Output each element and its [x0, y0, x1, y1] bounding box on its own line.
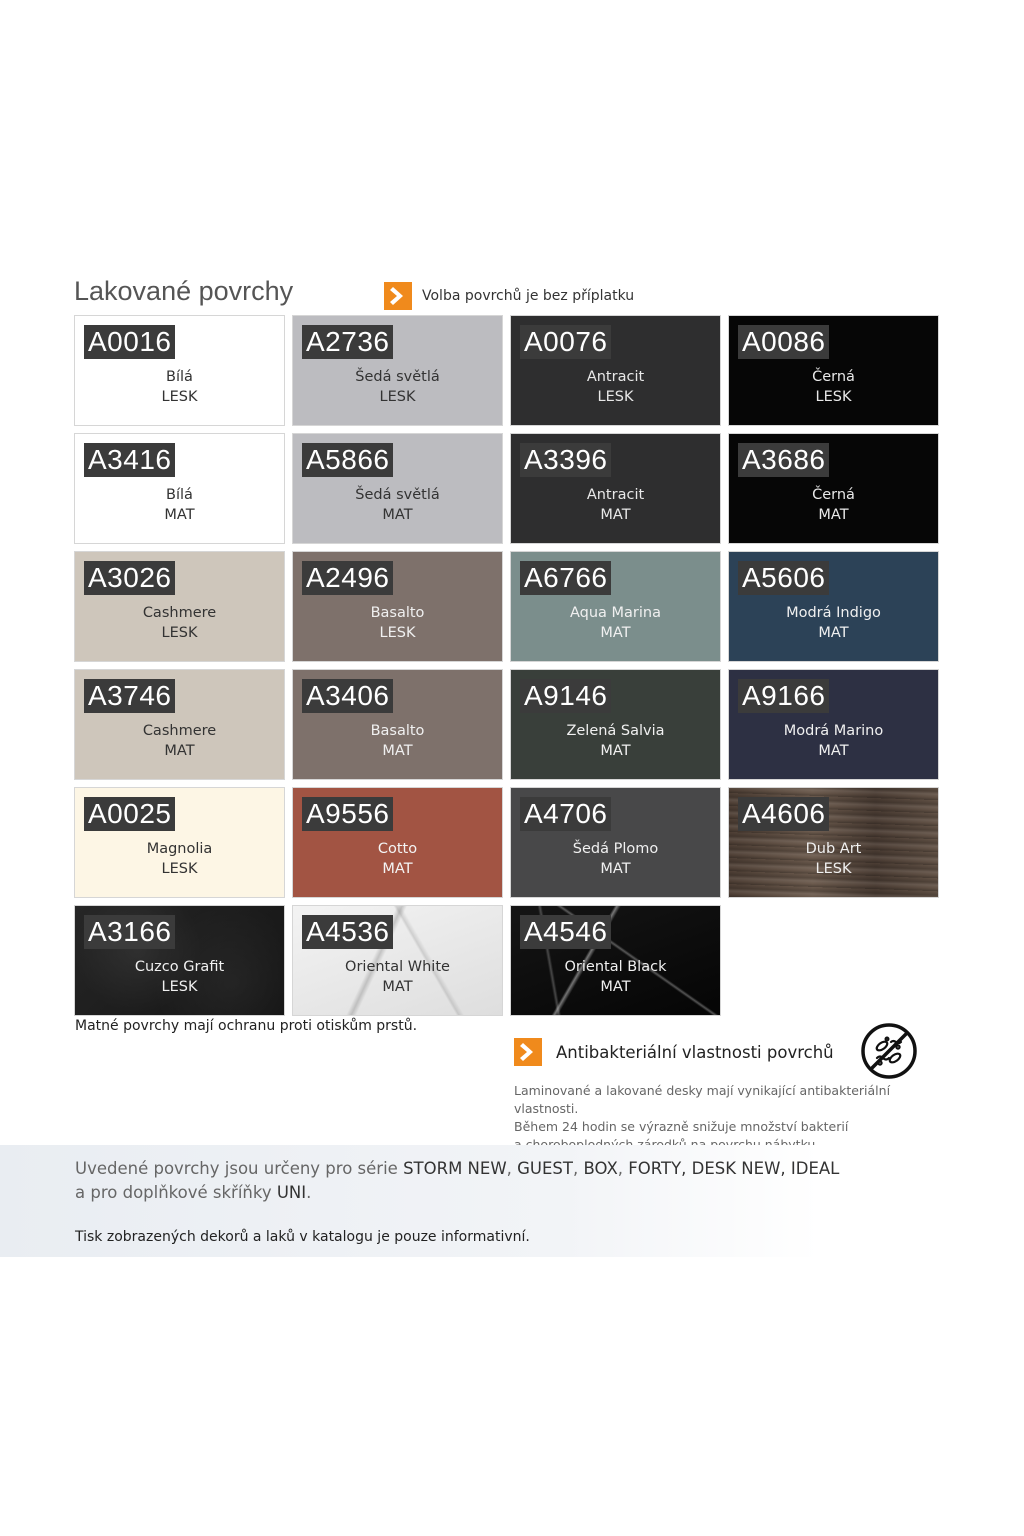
swatch-finish: MAT	[382, 860, 413, 877]
swatch-name: Cashmere	[142, 723, 217, 739]
swatch-a5606[interactable]	[728, 551, 939, 662]
print-disclaimer: Tisk zobrazených dekorů a laků v katalogu je pouze informativní.	[75, 1229, 530, 1245]
swatch-finish: MAT	[600, 624, 631, 641]
swatch-label	[75, 958, 284, 997]
swatch-code: A3406	[302, 679, 393, 713]
swatch-code: A4606	[738, 797, 829, 831]
swatch-code: A3746	[84, 679, 175, 713]
swatch-name: Bílá	[166, 487, 193, 503]
swatch-a9146[interactable]	[510, 669, 721, 780]
swatch-label	[293, 840, 502, 879]
swatch-label	[511, 722, 720, 761]
swatch-a3746[interactable]	[74, 669, 285, 780]
swatch-finish: MAT	[600, 860, 631, 877]
swatch-name: Černá	[812, 369, 855, 385]
swatch-label	[75, 840, 284, 879]
swatch-code: A4546	[520, 915, 611, 949]
notice-text: Volba povrchů je bez příplatku	[422, 288, 635, 304]
swatch-finish: MAT	[382, 978, 413, 995]
swatch-name: Aqua Marina	[569, 605, 661, 621]
swatch-name: Zelená Salvia	[566, 723, 665, 739]
orange-chevron-icon	[514, 1038, 542, 1066]
swatch-a4706[interactable]	[510, 787, 721, 898]
series-name: UNI	[276, 1183, 307, 1202]
swatch-a3166[interactable]	[74, 905, 285, 1016]
swatch-finish: MAT	[600, 742, 631, 759]
swatch-name: Dub Art	[805, 841, 862, 857]
swatch-label	[729, 368, 938, 407]
swatch-code: A3686	[738, 443, 829, 477]
series-name: GUEST	[517, 1159, 573, 1178]
series-name: BOX	[583, 1159, 618, 1178]
swatch-code: A5866	[302, 443, 393, 477]
swatch-label	[511, 368, 720, 407]
swatch-a3406[interactable]	[292, 669, 503, 780]
swatch-a9556[interactable]	[292, 787, 503, 898]
swatch-name: Cuzco Grafit	[134, 959, 225, 975]
swatch-name: Basalto	[370, 605, 425, 621]
swatch-code: A3396	[520, 443, 611, 477]
swatch-name: Šedá světlá	[355, 369, 440, 385]
swatch-label	[729, 722, 938, 761]
antibacterial-line: Během 24 hodin se výrazně snižuje množství bakterií	[514, 1119, 849, 1134]
swatch-label	[511, 486, 720, 525]
swatch-name: Antracit	[586, 487, 645, 503]
swatch-code: A0016	[84, 325, 175, 359]
swatch-finish: MAT	[818, 742, 849, 759]
swatch-finish: LESK	[379, 388, 416, 405]
swatch-finish: MAT	[382, 506, 413, 523]
swatch-name: Bílá	[166, 369, 193, 385]
swatch-a6766[interactable]	[510, 551, 721, 662]
swatch-label	[729, 604, 938, 643]
swatch-a4536[interactable]	[292, 905, 503, 1016]
swatch-code: A4706	[520, 797, 611, 831]
antibacterial-line: Laminované a lakované desky mají vynikající antibakteriální vlastnosti.	[514, 1083, 891, 1116]
swatch-finish: LESK	[161, 978, 198, 995]
swatch-a2496[interactable]	[292, 551, 503, 662]
no-bacteria-icon	[860, 1022, 918, 1080]
swatch-label	[511, 604, 720, 643]
swatch-finish: MAT	[818, 506, 849, 523]
swatch-finish: MAT	[818, 624, 849, 641]
swatch-a3026[interactable]	[74, 551, 285, 662]
swatch-finish: LESK	[161, 624, 198, 641]
swatch-label	[293, 958, 502, 997]
series-note	[75, 1157, 839, 1205]
swatch-code: A0076	[520, 325, 611, 359]
swatch-label	[75, 368, 284, 407]
swatch-code: A3026	[84, 561, 175, 595]
swatch-code: A9166	[738, 679, 829, 713]
swatch-label	[293, 722, 502, 761]
swatch-code: A6766	[520, 561, 611, 595]
swatch-a5866[interactable]	[292, 433, 503, 544]
swatch-finish: LESK	[161, 388, 198, 405]
series-name: STORM NEW	[403, 1159, 507, 1178]
matte-note: Matné povrchy mají ochranu proti otiskům prstů.	[75, 1018, 418, 1034]
swatch-label	[293, 486, 502, 525]
swatch-code: A2736	[302, 325, 393, 359]
swatch-label	[293, 368, 502, 407]
swatch-a4606[interactable]	[728, 787, 939, 898]
swatch-code: A4536	[302, 915, 393, 949]
separator: ,	[617, 1159, 629, 1178]
antibacterial-heading	[514, 1038, 834, 1066]
separator: ,	[572, 1159, 584, 1178]
swatch-grid	[74, 315, 939, 1016]
swatch-name: Oriental Black	[564, 959, 667, 975]
swatch-finish: MAT	[164, 506, 195, 523]
swatch-finish: MAT	[600, 978, 631, 995]
swatch-finish: MAT	[164, 742, 195, 759]
swatch-code: A9556	[302, 797, 393, 831]
swatch-finish: LESK	[379, 624, 416, 641]
swatch-label	[511, 840, 720, 879]
swatch-code: A3166	[84, 915, 175, 949]
swatch-code: A5606	[738, 561, 829, 595]
swatch-finish: MAT	[600, 506, 631, 523]
swatch-label	[511, 958, 720, 997]
swatch-a4546[interactable]	[510, 905, 721, 1016]
swatch-finish: LESK	[597, 388, 634, 405]
swatch-name: Magnolia	[146, 841, 213, 857]
antibacterial-description	[514, 1082, 944, 1154]
swatch-label	[293, 604, 502, 643]
swatch-name: Černá	[812, 487, 855, 503]
swatch-name: Antracit	[586, 369, 645, 385]
separator: ,	[506, 1159, 518, 1178]
page-title: Lakované povrchy	[74, 276, 294, 306]
swatch-name: Šedá světlá	[355, 487, 440, 503]
swatch-a0076[interactable]	[510, 315, 721, 426]
swatch-a0086[interactable]	[728, 315, 939, 426]
swatch-name: Šedá Plomo	[572, 841, 659, 857]
swatch-name: Cashmere	[142, 605, 217, 621]
antibacterial-title: Antibakteriální vlastnosti povrchů	[556, 1042, 834, 1062]
separator: .	[306, 1183, 312, 1202]
series-intro: Uvedené povrchy jsou určeny pro série	[75, 1159, 404, 1178]
swatch-name: Cotto	[377, 841, 418, 857]
swatch-a3396[interactable]	[510, 433, 721, 544]
swatch-a2736[interactable]	[292, 315, 503, 426]
series-line2: a pro doplňkové skříňky	[75, 1183, 277, 1202]
swatch-a3416[interactable]	[74, 433, 285, 544]
swatch-finish: LESK	[815, 860, 852, 877]
swatch-code: A3416	[84, 443, 175, 477]
no-surcharge-notice	[384, 282, 634, 310]
swatch-label	[75, 722, 284, 761]
swatch-label	[75, 486, 284, 525]
swatch-label	[729, 486, 938, 525]
swatch-label	[75, 604, 284, 643]
swatch-code: A9146	[520, 679, 611, 713]
swatch-finish: LESK	[161, 860, 198, 877]
orange-chevron-icon	[384, 282, 412, 310]
swatch-name: Oriental White	[345, 959, 450, 975]
swatch-finish: MAT	[382, 742, 413, 759]
swatch-code: A0086	[738, 325, 829, 359]
swatch-label	[729, 840, 938, 879]
swatch-a3686[interactable]	[728, 433, 939, 544]
swatch-code: A0025	[84, 797, 175, 831]
swatch-name: Modrá Indigo	[786, 605, 881, 621]
swatch-a9166[interactable]	[728, 669, 939, 780]
swatch-a0016[interactable]	[74, 315, 285, 426]
swatch-a0025[interactable]	[74, 787, 285, 898]
series-name: FORTY, DESK NEW, IDEAL	[628, 1159, 840, 1178]
swatch-finish: LESK	[815, 388, 852, 405]
swatch-name: Basalto	[370, 723, 425, 739]
swatch-code: A2496	[302, 561, 393, 595]
swatch-name: Modrá Marino	[783, 723, 884, 739]
